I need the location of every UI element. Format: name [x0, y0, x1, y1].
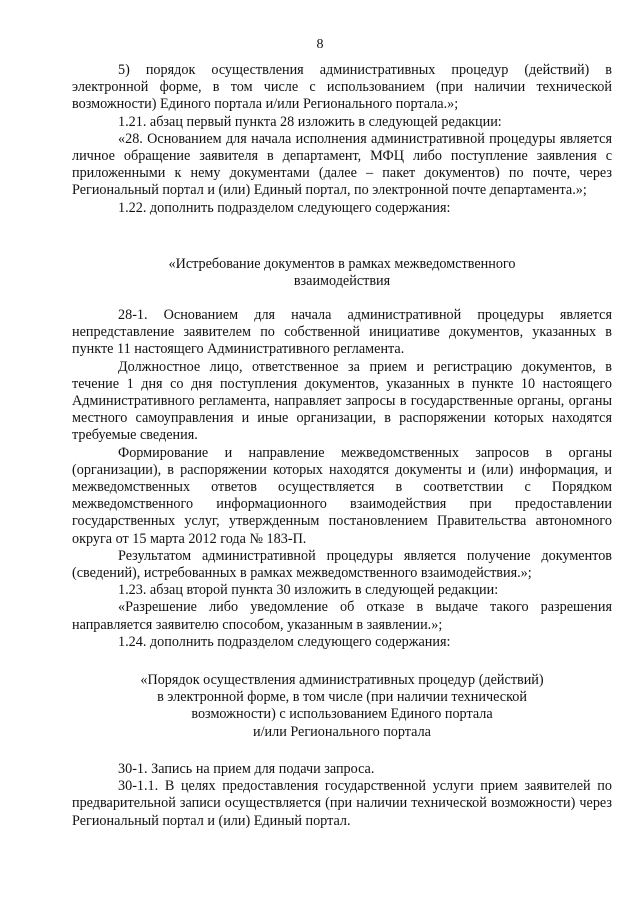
paragraph: 1.23. абзац второй пункта 30 изложить в следующей редакции: [118, 582, 499, 599]
heading-line: взаимодействия [293, 273, 391, 290]
heading-line: возможности) с использованием Единого портала [191, 706, 493, 723]
section-interagency [72, 307, 612, 651]
paragraph: Результатом административной процедуры является получение документов (сведений), истребованных в рамках межведомственного взаимодействия.»; [72, 547, 612, 582]
paragraph: «Разрешение либо уведомление об отказе в выдаче такого разрешения направляется заявителю способом, указанным в заявлении.»; [72, 599, 612, 633]
section-electronic-form [72, 761, 612, 830]
section-amendments-1 [72, 62, 612, 217]
paragraph: 30-1. Запись на прием для подачи запроса. [118, 761, 375, 777]
paragraph: Формирование и направление межведомственных запросов в органы (организации), в распоряжении которых находятся документы и (или) информация, и межведомственных ответов осуществляется в соответствии с Порядком межведомственного информационного взаимодействия при предоставлении государственных услуг, утвержденным постановлением Правительства автономного округа от 15 марта 2012 года № 183-П. [72, 444, 612, 547]
paragraph: 5) порядок осуществления административных процедур (действий) в электронной форме, в том числе с использованием (при наличии технической возможности) Единого портала и/или Регионального портала.»; [72, 62, 612, 113]
heading-line: в электронной форме, в том числе (при наличии технической [157, 689, 527, 706]
page-number: 8 [316, 37, 324, 52]
paragraph: 28-1. Основанием для начала административной процедуры является непредставление заявителем по собственной инициативе документов, указанных в пункте 11 настоящего Административного регламента. [72, 307, 612, 358]
subsection-heading-1 [72, 256, 612, 290]
paragraph: 1.22. дополнить подразделом следующего содержания: [118, 199, 451, 216]
paragraph: 1.24. дополнить подразделом следующего содержания: [118, 633, 451, 650]
paragraph: 30-1.1. В целях предоставления государственной услуги прием заявителей по предварительной записи осуществляется (при наличии технической возможности) через Региональный портал и (или) Единый портал. [72, 778, 612, 829]
paragraph: Должностное лицо, ответственное за прием и регистрацию документов, в течение 1 дня со дня поступления документов, указанных в пункте 10 настоящего Административного регламента, направляет запросы в государственные органы, органы местного самоуправления и иные организации, в распоряжении которых находятся требуемые сведения. [72, 358, 612, 444]
paragraph: «28. Основанием для начала исполнения административной процедуры является личное обращение заявителя в департамент, МФЦ либо поступление заявления с приложенными к нему документами (далее – пакет документов) по почте, через Региональный портал и (или) Единый портал, по электронной почте департамента.»; [72, 130, 612, 199]
paragraph: 1.21. абзац первый пункта 28 изложить в следующей редакции: [118, 113, 502, 130]
heading-line: и/или Регионального портала [253, 723, 431, 740]
heading-line: «Истребование документов в рамках межведомственного [168, 256, 516, 272]
heading-line: «Порядок осуществления административных процедур (действий) [140, 672, 544, 688]
subsection-heading-2 [72, 672, 612, 741]
